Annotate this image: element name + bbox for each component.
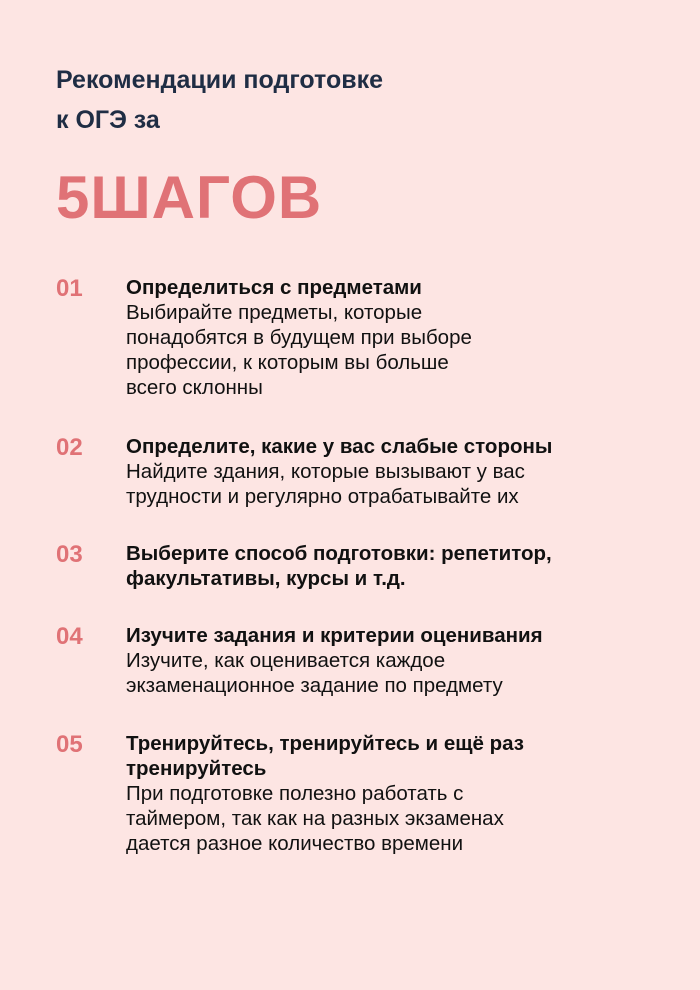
page-header [56,60,384,231]
step-title: Изучите задания и критерии оценивания [126,624,543,647]
step-title: Определиться с предметами [126,276,422,299]
step-number: 01 [56,275,83,302]
step-text-line: Найдите здания, которые вызывают у вас [126,460,525,483]
step-number: 02 [56,434,83,461]
step-title: факультативы, курсы и т.д. [126,567,406,590]
step-body [126,623,666,698]
big-title: 5ШАГОВ [56,164,323,231]
page-title-line-1: Рекомендации подготовке [56,66,384,94]
step-number: 05 [56,731,83,758]
step-text-line: Выбирайте предметы, которые [126,301,423,324]
step-title: Определите, какие у вас слабые стороны [126,435,553,458]
step-body [126,434,666,509]
step-text-line: трудности и регулярно отрабатывайте их [126,485,519,508]
step-title: Тренируйтесь, тренируйтесь и ещё раз [126,732,524,755]
step-body [126,541,666,591]
step-number: 04 [56,623,83,650]
step-number: 03 [56,541,83,568]
step-text-line: таймером, так как на разных экзаменах [126,807,504,830]
step-text-line: всего склонны [126,376,263,399]
step-body [126,731,666,856]
step-text-line: При подготовке полезно работать с [126,782,464,805]
step-text-line: понадобятся в будущем при выборе [126,326,472,349]
step-body [126,275,666,400]
step-text-line: профессии, к которым вы больше [126,351,449,374]
step-title: тренируйтесь [126,757,267,780]
step-title: Выберите способ подготовки: репетитор, [126,542,552,565]
step-text-line: дается разное количество времени [126,832,464,855]
step-text-line: Изучите, как оценивается каждое [126,649,446,672]
step-text-line: экзаменационное задание по предмету [126,674,503,697]
page-title-line-2: к ОГЭ за [56,106,160,134]
